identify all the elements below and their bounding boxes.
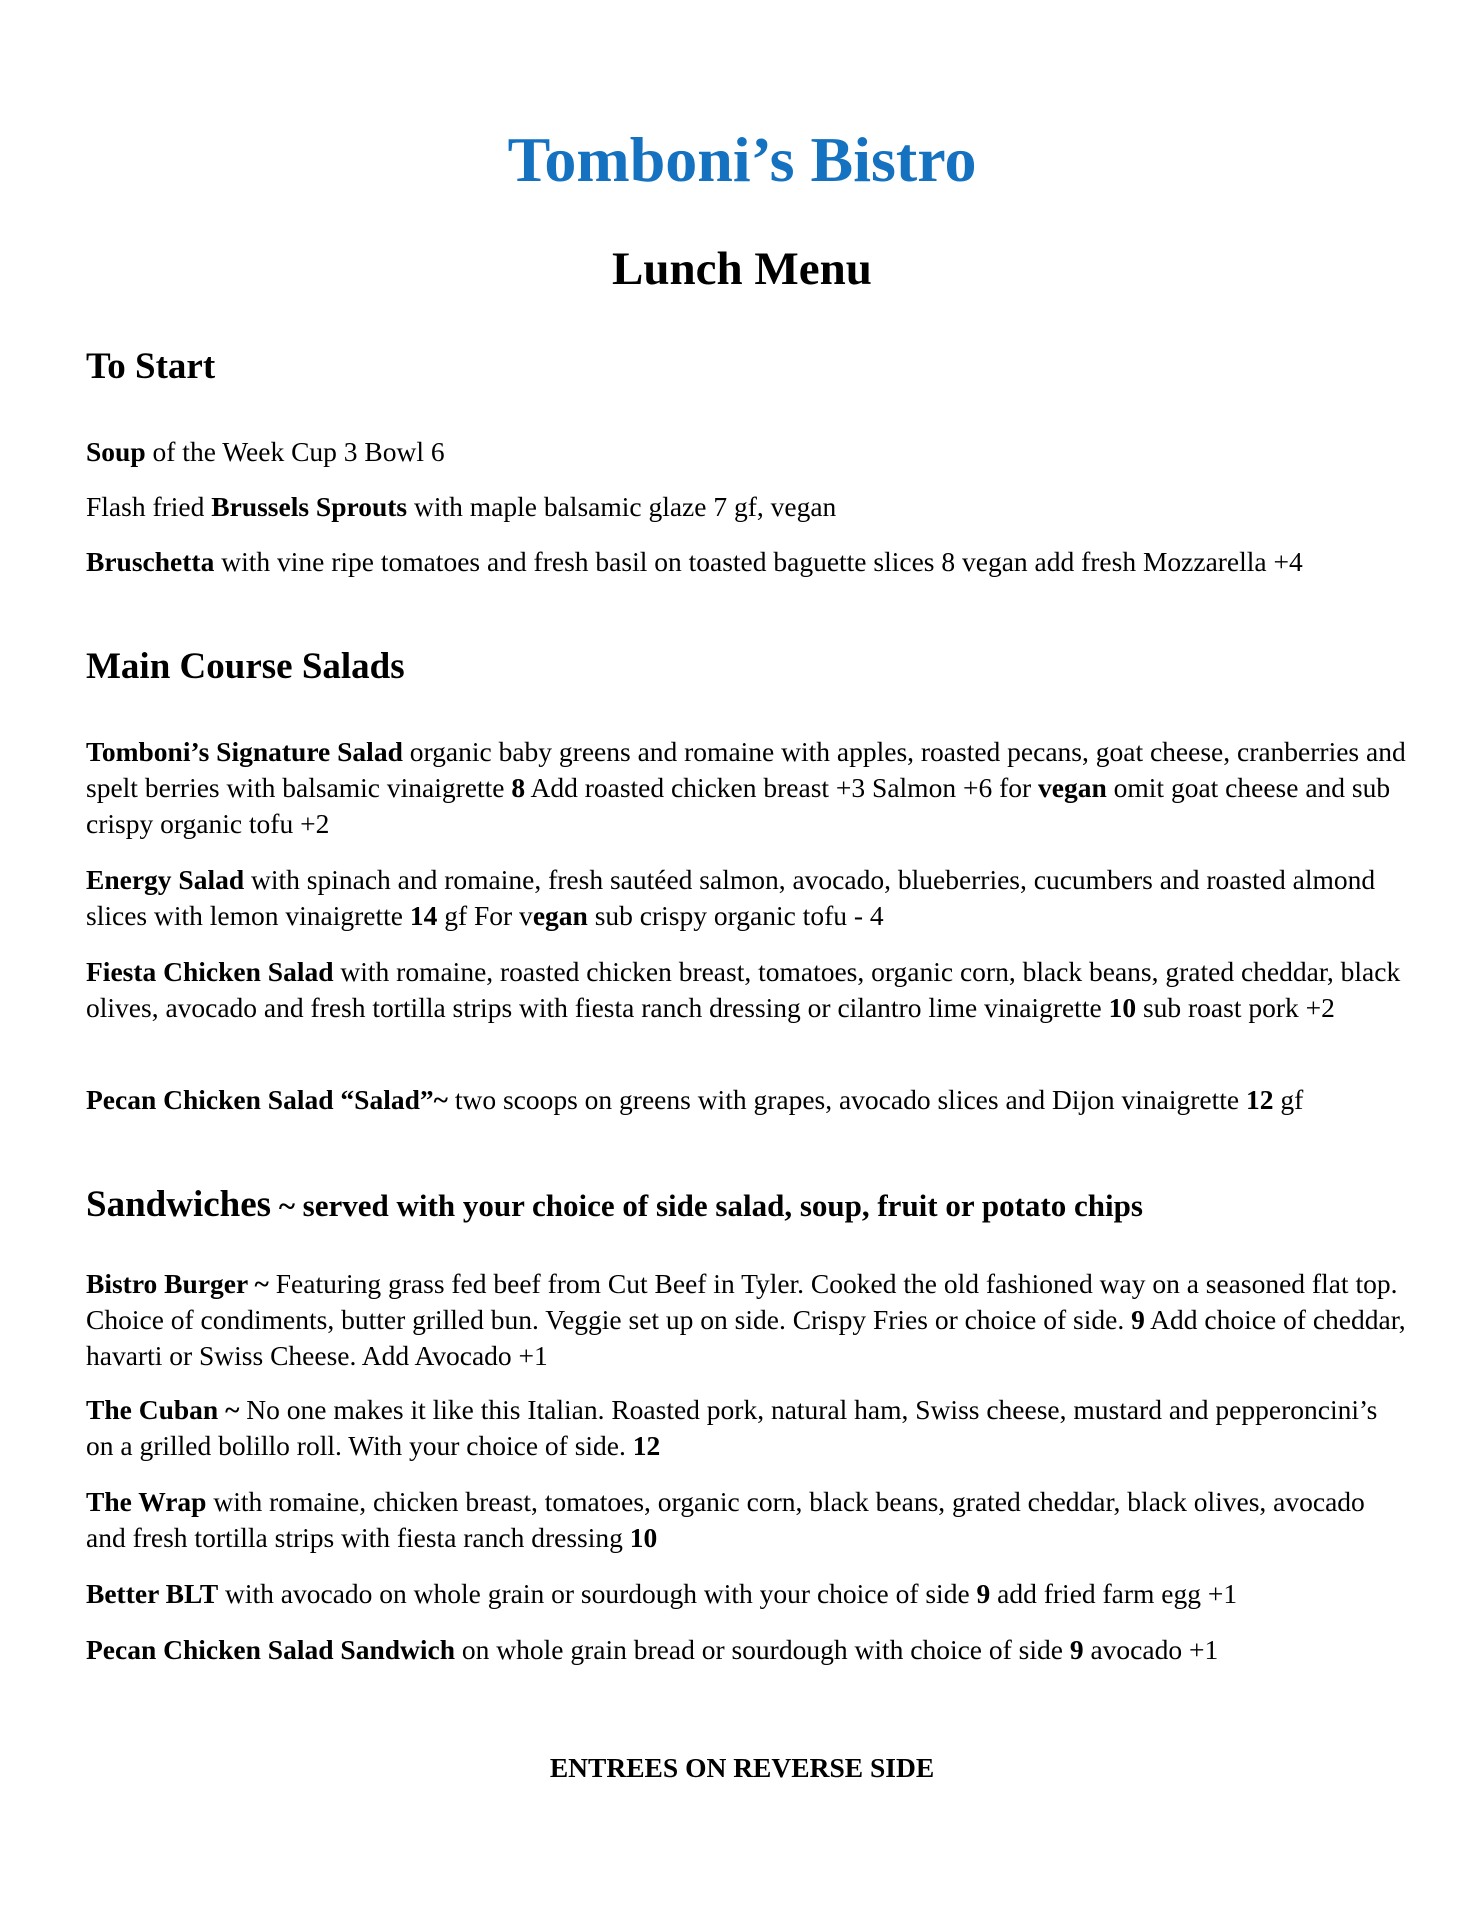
menu-item-soup	[86, 434, 1406, 470]
item-addons: Add choice of cheddar, havarti or Swiss Cheese. Add Avocado +1	[86, 1304, 1406, 1371]
item-price: 8	[511, 772, 526, 803]
section-heading-text: Sandwiches	[86, 1184, 272, 1225]
item-name: The Cuban ~	[86, 1394, 240, 1425]
item-description: with avocado on whole grain or sourdough with your choice of side	[218, 1578, 977, 1609]
section-heading-salads: Main Course Salads	[86, 646, 405, 687]
menu-item-bistro-burger	[86, 1266, 1406, 1374]
item-addons: sub roast pork +2	[1136, 992, 1335, 1023]
item-name: Energy Salad	[86, 864, 245, 895]
menu-item-pecan-chicken-sandwich	[86, 1632, 1406, 1668]
item-vegan-note: omit goat cheese and sub crispy organic tofu +2	[86, 772, 1391, 839]
menu-item-the-cuban	[86, 1392, 1406, 1464]
item-description: two scoops on greens with grapes, avocado slices and Dijon vinaigrette	[447, 1084, 1247, 1115]
item-price: 12	[632, 1430, 661, 1461]
item-price: 10	[1108, 992, 1137, 1023]
item-description: with maple balsamic glaze 7 gf, vegan	[407, 491, 837, 522]
menu-item-bruschetta	[86, 544, 1406, 580]
item-description: with vine ripe tomatoes and fresh basil on toasted baguette slices 8 vegan add fresh Mozzarella +4	[214, 546, 1303, 577]
item-price: 9	[1131, 1304, 1145, 1335]
item-name: Better BLT	[86, 1578, 219, 1609]
item-prefix: Flash fried	[86, 491, 212, 522]
item-description: of the Week Cup 3 Bowl 6	[145, 436, 445, 467]
section-heading-to-start: To Start	[86, 346, 216, 387]
section-heading-sub: ~ served with your choice of side salad, soup, fruit or potato chips	[271, 1188, 1143, 1223]
menu-item-fiesta-chicken-salad	[86, 954, 1406, 1026]
item-addons: gf For v	[437, 900, 533, 931]
menu-item-better-blt	[86, 1576, 1406, 1612]
restaurant-title: Tomboni’s Bistro	[507, 124, 977, 195]
item-addons: avocado +1	[1083, 1634, 1219, 1665]
item-name: Tomboni’s Signature Salad	[86, 736, 403, 767]
item-price: 14	[409, 900, 438, 931]
menu-item-energy-salad	[86, 862, 1406, 934]
item-price: 9	[1069, 1634, 1084, 1665]
item-description: on whole grain bread or sourdough with choice of side	[455, 1634, 1070, 1665]
item-name: Bruschetta	[86, 546, 215, 577]
menu-item-signature-salad	[86, 734, 1406, 842]
item-name: Fiesta Chicken Salad	[86, 956, 334, 987]
section-heading-sandwiches	[86, 1186, 1143, 1223]
item-addons: gf	[1273, 1084, 1304, 1115]
item-price: 9	[976, 1578, 991, 1609]
item-price: 12	[1246, 1084, 1274, 1115]
item-vegan-label: egan	[532, 900, 588, 931]
item-name: Bistro Burger ~	[86, 1268, 269, 1299]
menu-item-brussels-sprouts	[86, 489, 1406, 525]
item-description: with romaine, chicken breast, tomatoes, organic corn, black beans, grated cheddar, black olives, avocado and fresh tortilla strips with fiesta ranch dressing	[86, 1486, 1365, 1553]
item-name: The Wrap	[86, 1486, 207, 1517]
item-name: Pecan Chicken Salad “Salad”~	[86, 1084, 448, 1115]
item-vegan-label: vegan	[1038, 772, 1107, 803]
footer-note: ENTREES ON REVERSE SIDE	[549, 1752, 935, 1783]
item-description: with romaine, roasted chicken breast, tomatoes, organic corn, black beans, grated cheddar, black olives, avocado and fresh tortilla strips with fiesta ranch dressing or cilantro lime vinaigrette	[86, 956, 1401, 1023]
item-name: Brussels Sprouts	[211, 491, 408, 522]
item-name: Soup	[86, 436, 146, 467]
item-description: organic baby greens and romaine with apples, roasted pecans, goat cheese, cranberries and spelt berries with balsamic vinaigrette	[86, 736, 1406, 803]
item-addons: add fried farm egg +1	[990, 1578, 1238, 1609]
menu-item-pecan-chicken-salad	[86, 1082, 1406, 1118]
menu-subtitle: Lunch Menu	[612, 243, 872, 295]
menu-item-the-wrap	[86, 1484, 1406, 1556]
item-description: Featuring grass fed beef from Cut Beef in Tyler. Cooked the old fashioned way on a seasoned flat top. Choice of condiments, butter grilled bun. Veggie set up on side. Crispy Fries or choice of side.	[86, 1268, 1398, 1335]
item-description: No one makes it like this Italian. Roasted pork, natural ham, Swiss cheese, mustard and pepperoncini’s on a grilled bolillo roll. With your choice of side.	[86, 1394, 1378, 1461]
item-name: Pecan Chicken Salad Sandwich	[86, 1634, 456, 1665]
item-price: 10	[629, 1522, 658, 1553]
item-description: with spinach and romaine, fresh sautéed salmon, avocado, blueberries, cucumbers and roasted almond slices with lemon vinaigrette	[86, 864, 1376, 931]
item-addons: Add roasted chicken breast +3 Salmon +6 for	[525, 772, 1039, 803]
item-vegan-note: sub crispy organic tofu - 4	[587, 900, 884, 931]
